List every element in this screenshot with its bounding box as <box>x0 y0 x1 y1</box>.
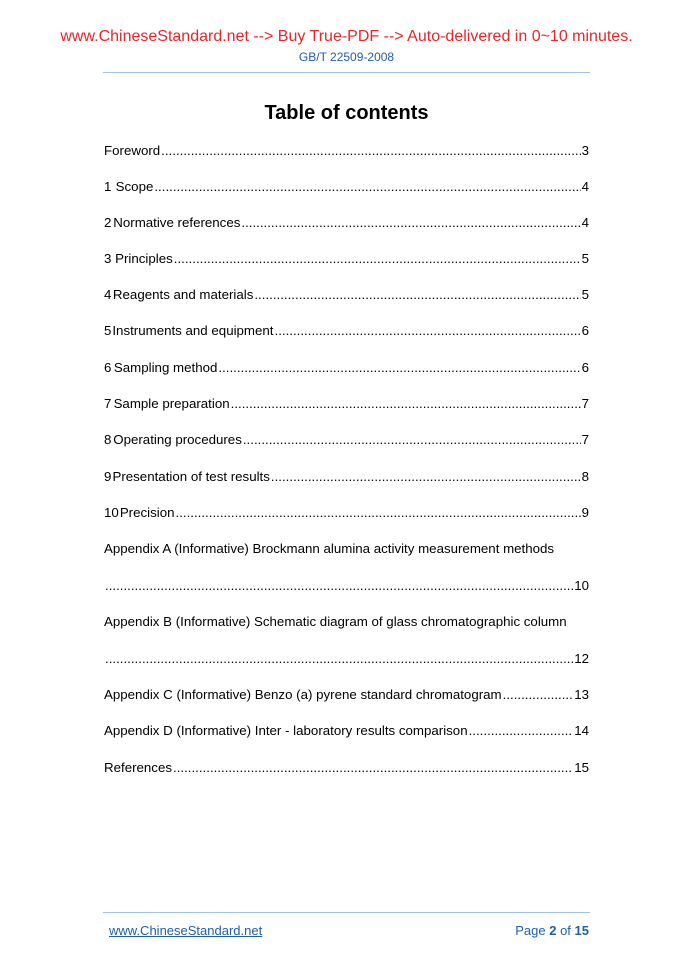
toc-entry-number: 3 <box>104 251 112 266</box>
footer-site-link[interactable]: www.ChineseStandard.net <box>109 923 263 938</box>
toc-leader-dots <box>105 650 573 668</box>
standard-code: GB/T 22509-2008 <box>298 50 395 64</box>
toc-entry-number: 1 <box>104 179 112 194</box>
toc-leader-dots <box>243 431 581 449</box>
header-divider <box>103 72 590 73</box>
page-current: 2 <box>549 923 557 938</box>
toc-entry-page: 9 <box>581 505 589 520</box>
toc-entry-title: Appendix B (Informative) Schematic diagram of glass chromatographic column <box>104 614 567 629</box>
toc-entry-title: Normative references <box>113 215 241 230</box>
toc-entry-operating-procedures[interactable] <box>104 431 589 449</box>
toc-entry-title: Operating procedures <box>113 432 242 447</box>
page-prefix: Page <box>515 923 546 938</box>
toc-entry-title: Sampling method <box>113 360 218 375</box>
toc-entry-page: 10 <box>574 578 589 593</box>
toc-leader-dots <box>254 286 580 304</box>
toc-entry-page: 6 <box>581 360 589 375</box>
toc-leader-dots <box>241 214 580 232</box>
toc-entry-normative-references[interactable] <box>104 214 589 232</box>
toc-entry-number: 10 <box>104 505 119 520</box>
footer-divider <box>103 912 590 913</box>
toc-entry-page: 12 <box>574 651 589 666</box>
toc-entry-title: Principles <box>115 251 173 266</box>
toc-entry-number: 4 <box>104 287 112 302</box>
toc-entry-title: Sample preparation <box>113 396 230 411</box>
toc-entry-title: Appendix C (Informative) Benzo (a) pyrene standard chromatogram <box>104 687 502 702</box>
toc-leader-dots <box>173 759 573 777</box>
toc-entry-foreword[interactable] <box>104 142 589 160</box>
toc-leader-dots <box>154 178 580 196</box>
toc-entry-number: 2 <box>104 215 112 230</box>
toc-entry-title: Foreword <box>104 143 161 158</box>
toc-entry-appendix-d[interactable] <box>104 722 589 740</box>
toc-entry-page: 5 <box>581 251 589 266</box>
toc-leader-dots <box>105 577 573 595</box>
toc-entry-page: 4 <box>581 215 589 230</box>
toc-entry-title: Instruments and equipment <box>112 323 274 338</box>
toc-entry-principles[interactable] <box>104 250 589 268</box>
toc-entry-precision[interactable] <box>104 504 589 522</box>
toc-entry-appendix-b-leader[interactable] <box>104 650 589 668</box>
toc-entry-title: Scope <box>115 179 154 194</box>
toc-entry-page: 8 <box>581 469 589 484</box>
toc-entry-number: 6 <box>104 360 112 375</box>
toc-entry-instruments-and-equipment[interactable] <box>104 322 589 340</box>
page-title: Table of contents <box>264 102 429 124</box>
toc-entry-page: 5 <box>581 287 589 302</box>
toc-entry-sample-preparation[interactable] <box>104 395 589 413</box>
toc-leader-dots <box>218 359 580 377</box>
purchase-banner[interactable]: www.ChineseStandard.net --> Buy True-PDF --> Auto-delivered in 0~10 minutes. <box>60 28 633 45</box>
toc-entry-title: Reagents and materials <box>112 287 254 302</box>
toc-leader-dots <box>271 468 581 486</box>
toc-leader-dots <box>161 142 580 160</box>
toc-entry-page: 3 <box>581 143 589 158</box>
page-number <box>515 923 589 939</box>
toc-entry-title: Appendix A (Informative) Brockmann alumina activity measurement methods <box>104 541 555 556</box>
toc-entry-sampling-method[interactable] <box>104 359 589 377</box>
toc-entry-number: 8 <box>104 432 112 447</box>
toc-entry-scope[interactable] <box>104 178 589 196</box>
toc-entry-page: 4 <box>581 179 589 194</box>
toc-leader-dots <box>174 250 581 268</box>
toc-entry-appendix-b[interactable] <box>104 613 589 631</box>
toc-leader-dots <box>503 686 574 704</box>
toc-leader-dots <box>231 395 581 413</box>
toc-leader-dots <box>469 722 574 740</box>
toc-entry-references[interactable] <box>104 759 589 777</box>
toc-entry-presentation-of-test-results[interactable] <box>104 468 589 486</box>
toc-entry-reagents-and-materials[interactable] <box>104 286 589 304</box>
toc-entry-number: 5 <box>104 323 112 338</box>
toc-entry-number: 9 <box>104 469 112 484</box>
toc-entry-appendix-a[interactable] <box>104 540 589 558</box>
toc-leader-dots <box>275 322 581 340</box>
page-total: 15 <box>574 923 589 938</box>
toc-entry-page: 6 <box>581 323 589 338</box>
toc-entry-number: 7 <box>104 396 112 411</box>
toc-entry-page: 13 <box>574 687 589 702</box>
toc-entry-page: 15 <box>574 760 589 775</box>
toc-entry-page: 7 <box>581 396 589 411</box>
toc-entry-title: Precision <box>119 505 175 520</box>
toc-entry-title: Appendix D (Informative) Inter - laboratory results comparison <box>104 723 468 738</box>
page-of: of <box>560 923 571 938</box>
toc-leader-dots <box>176 504 581 522</box>
toc-entry-title: References <box>104 760 172 775</box>
toc-entry-appendix-c[interactable] <box>104 686 589 704</box>
toc-entry-page: 14 <box>574 723 589 738</box>
toc-entry-title: Presentation of test results <box>112 469 270 484</box>
toc-entry-appendix-a-leader[interactable] <box>104 577 589 595</box>
toc-entry-page: 7 <box>581 432 589 447</box>
